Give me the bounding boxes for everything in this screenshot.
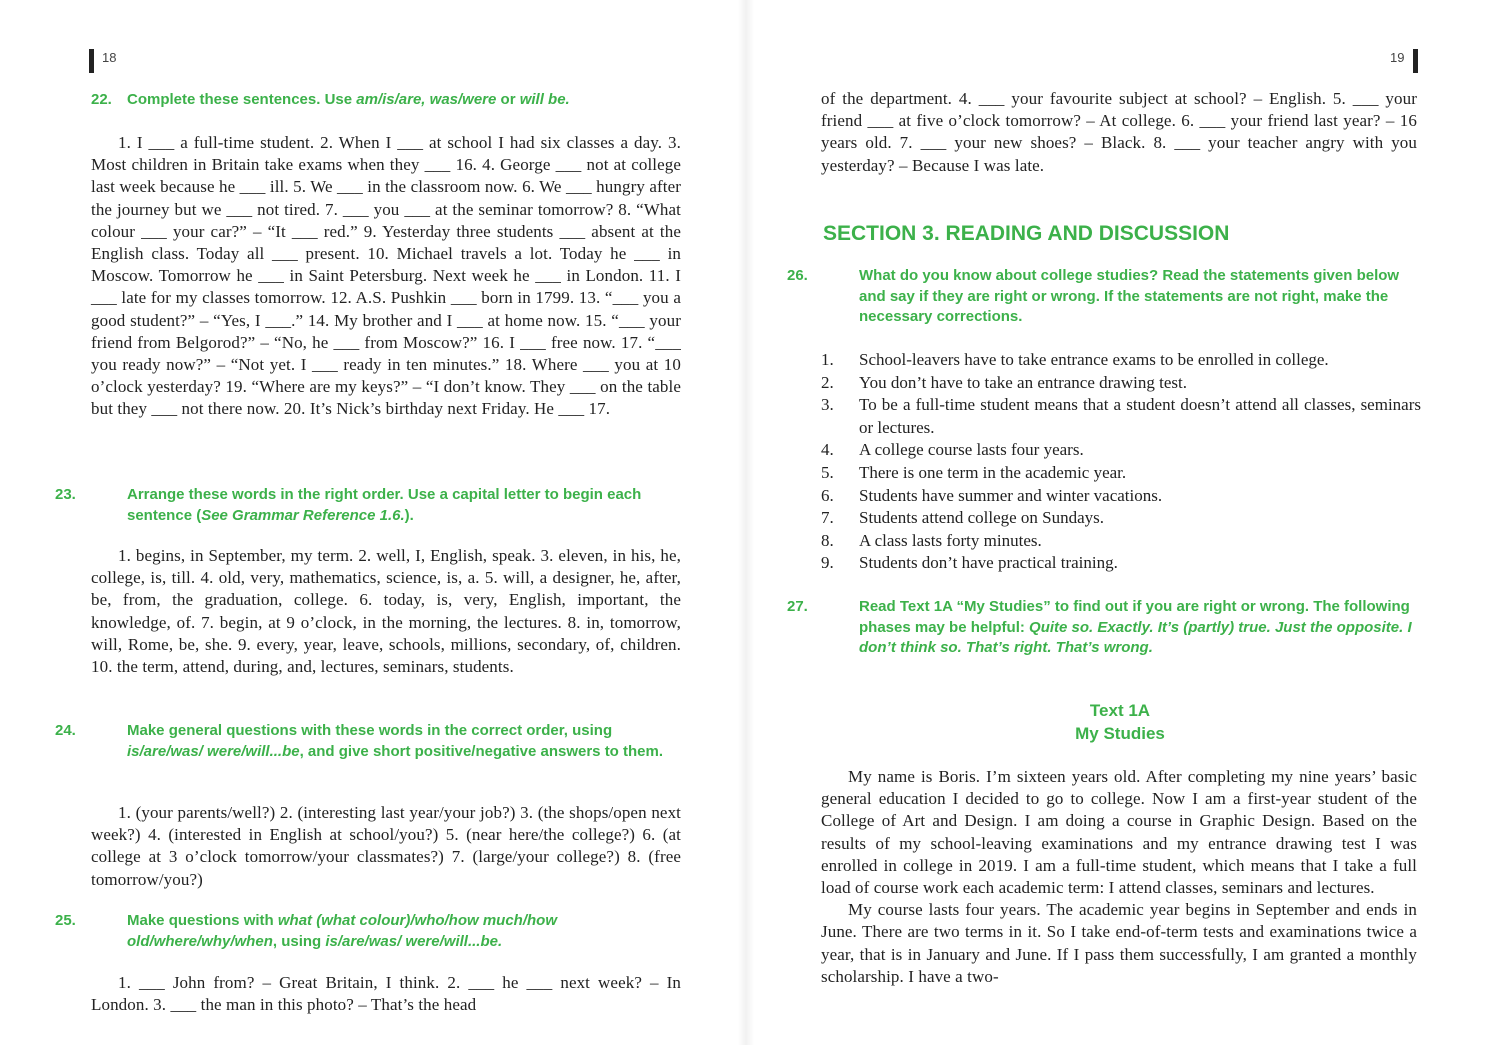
instruction-text: Arrange these words in the right order. Use a capital letter to begin each sentence (See Grammar Reference 1.6.). [127, 486, 642, 524]
instruction-text: Make questions with what (what colour)/who/how much/how old/where/why/when, using is/are/was/ were/will...be. [127, 912, 558, 950]
book-gutter [738, 0, 754, 1045]
exercise-24-text: 1. (your parents/well?) 2. (interesting last year/your job?) 3. (the shops/open next week?) 4. (interested in English at school/you?) 5. (near here/the college?) 6. (at college at 3 o’clock tomorrow/your classmates?) 7. (large/your college?) 8. (free tomorrow/you?) [91, 803, 681, 889]
statement-item [821, 394, 1421, 439]
exercise-25-instruction [55, 911, 686, 952]
exercise-23-text: 1. begins, in September, my term. 2. well, I, English, speak. 3. eleven, in his, he, college, is, till. 4. old, very, mathematics, science, is, a. 5. will, a designer, he, after, be, from, the graduation, college. 6. today, is, very, English, important, the knowledge, of. 7. begin, at 9 o’clock, in the morning, the lectures. 8. in, tomorrow, will, Rome, be, she. 9. every, year, leave, schools, millions, secondary, of, children. 10. the term, attend, during, and, lectures, seminars, students. [91, 546, 681, 677]
statement-text: Students have summer and winter vacations. [859, 485, 1163, 505]
instruction-text: What do you know about college studies? Read the statements given below and say if they are right or wrong. If the statements are not right, make the necessary corrections. [859, 267, 1400, 325]
text-title: My Studies [1075, 724, 1165, 743]
exercise-25-text: 1. ___ John from? – Great Britain, I think. 2. ___ he ___ next week? – In London. 3. ___ the man in this photo? – That’s the head [91, 973, 681, 1015]
statement-text: A college course lasts four years. [859, 440, 1084, 460]
statement-item [821, 462, 1421, 485]
statement-item [821, 530, 1421, 553]
exercise-22-instruction [91, 90, 686, 111]
exercise-number: 25. [55, 912, 76, 929]
statement-number: 3. [821, 395, 834, 415]
statements-list [821, 349, 1421, 575]
statement-text: You don’t have to take an entrance drawing test. [859, 372, 1187, 392]
exercise-number: 24. [55, 722, 76, 739]
page-number-right: 19 [1390, 50, 1405, 65]
exercise-25-continuation: of the department. 4. ___ your favourite subject at school? – English. 5. ___ your friend ___ at five o’clock tomorrow? – At college. 6. ___ your friend last year? – 16 years old. 7. ___ your new shoes? – Black. 8. ___ your teacher angry with you yesterday? – Because I was late. [821, 89, 1417, 175]
statement-text: To be a full-time student means that a student doesn’t attend all classes, seminars or lectures. [859, 395, 1421, 437]
exercise-number: 22. [91, 91, 112, 108]
statement-text: School-leavers have to take entrance exams to be enrolled in college. [859, 350, 1329, 369]
statement-item [821, 439, 1421, 462]
statement-number: 1. [821, 350, 834, 369]
exercise-22-text: 1. I ___ a full-time student. 2. When I ___ at school I had six classes a day. 3. Most children in Britain take exams when they ___ 16. 4. George ___ not at college last week because he ___ ill. 5. We ___ in the classroom now. 6. We ___ hungry after the journey but we ___ not tired. 7. ___ you ___ at the seminar tomorrow? 8. “What colour ___ your car?” – “It ___ red.” 9. Yesterday three students ___ absent at the English class. Today all ___ present. 10. Michael travels a lot. Today he ___ in Moscow. Tomorrow he ___ in Saint Petersburg. Next week he ___ in London. 11. I ___ late for my classes tomorrow. 12. A.S. Pushkin ___ born in 1799. 13. “___ you a good student?” – “Yes, I ___.” 14. My brother and I ___ at home now. 15. “___ your friend from Belgorod?” – “No, he ___ from Moscow?” 16. I ___ free now. 17. “___ you ready now?” – “Not yet. I ___ ready in ten minutes.” 18. Where ___ you at 10 o’clock yesterday? 19. “Where are my keys?” – “I don’t know. They ___ on the table but they ___ not there now. 20. It’s Nick’s birthday next Friday. He ___ 17. [91, 133, 681, 419]
exercise-26-instruction [787, 266, 1421, 328]
paragraph: My course lasts four years. The academic year begins in September and ends in June. There are two terms in it. So I take end-of-term tests and examinations twice a year, that is in January and June. If I pass them successfully, I am granted a monthly scholarship. I have a two- [821, 900, 1417, 986]
exercise-23-instruction [55, 485, 686, 526]
section-title: SECTION 3. READING AND DISCUSSION [823, 222, 1230, 245]
statement-item [821, 552, 1421, 575]
statement-number: 9. [821, 553, 834, 573]
instruction-text: Complete these sentences. Use am/is/are, was/were or will be. [127, 91, 570, 108]
text-label: Text 1A [1089, 701, 1151, 720]
statement-item [821, 507, 1421, 530]
instruction-text: Make general questions with these words in the correct order, using is/are/was/ were/will...be, and give short positive/negative answers to them. [127, 722, 664, 760]
paragraph: My name is Boris. I’m sixteen years old. After completing my nine years’ basic general education I decided to go to college. Now I am a first-year student of the College of Art and Design. I am doing a course in Graphic Design. Based on the results of my school-leaving examinations and my entrance drawing test I was enrolled in college in 2019. I am a full-time student, which means that I take a full load of course work each academic term: I attend classes, seminars and lectures. [821, 767, 1417, 898]
statement-number: 8. [821, 530, 834, 550]
statement-text: Students attend college on Sundays. [859, 508, 1105, 528]
statement-number: 7. [821, 508, 834, 528]
page-number-left: 18 [102, 50, 117, 65]
statement-number: 5. [821, 462, 834, 482]
statement-item [821, 485, 1421, 508]
statement-text: Students don’t have practical training. [859, 553, 1118, 573]
statement-item [821, 349, 1421, 372]
statement-text: There is one term in the academic year. [859, 462, 1127, 482]
page-marker-right [1413, 49, 1418, 73]
exercise-number: 23. [55, 486, 76, 503]
exercise-27-instruction [787, 597, 1421, 659]
statement-number: 4. [821, 440, 834, 460]
exercise-number: 26. [787, 267, 808, 284]
exercise-24-instruction [55, 721, 686, 762]
instruction-text: Read Text 1A “My Studies” to find out if you are right or wrong. The following phases may be helpful: Quite so. Exactly. It’s (partly) true. Just the opposite. I don’t think so. That’s right. That’s wrong. [859, 598, 1412, 656]
reading-text [821, 766, 1417, 988]
statement-number: 2. [821, 372, 834, 392]
exercise-number: 27. [787, 598, 808, 615]
statement-number: 6. [821, 485, 834, 505]
statement-text: A class lasts forty minutes. [859, 530, 1042, 550]
statement-item [821, 372, 1421, 395]
